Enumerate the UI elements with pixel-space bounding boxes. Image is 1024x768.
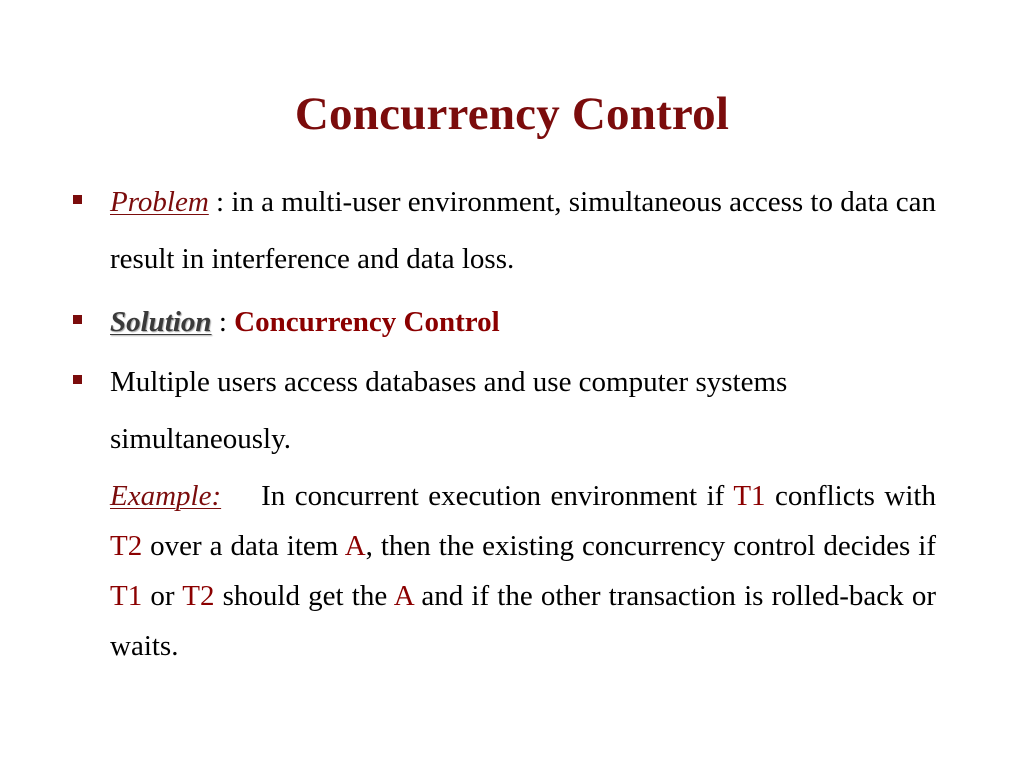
example-part3: over a data item: [142, 530, 345, 562]
example-part4: , then the existing concurrency control decides if: [365, 530, 936, 562]
example-t2: T2: [110, 530, 143, 562]
bullet-solution: [73, 294, 943, 351]
square-bullet-icon: [73, 174, 85, 231]
example-a-second: A: [393, 580, 414, 612]
example-t2-second: T2: [182, 580, 215, 612]
example-part7: and if the other transaction is rolled-back or waits.: [110, 580, 936, 662]
example-label: Example:: [110, 480, 222, 512]
example-paragraph: [110, 471, 936, 671]
multiple-users-text: Multiple users access databases and use computer systems simultaneously.: [110, 366, 788, 455]
term-solution: Solution: [110, 306, 212, 338]
separator: :: [208, 186, 232, 218]
square-bullet-icon: [73, 294, 85, 351]
bullet-multiple-users: [73, 354, 943, 468]
example-part5: or: [142, 580, 183, 612]
example-t1-second: T1: [110, 580, 143, 612]
bullet-solution-text: [110, 294, 943, 351]
solution-description: Concurrency Control: [234, 306, 500, 338]
example-part1: In concurrent execution environment if: [261, 480, 734, 512]
separator: :: [211, 306, 235, 338]
square-bullet-icon: [73, 354, 85, 411]
problem-description: in a multi-user environment, simultaneous access to data can result in interference and data loss.: [110, 186, 937, 275]
example-part2: conflicts with: [765, 480, 936, 512]
slide-title: Concurrency Control: [294, 88, 730, 140]
example-a: A: [344, 530, 366, 562]
term-problem: Problem: [110, 186, 209, 218]
bullet-problem-text: [110, 174, 943, 288]
example-t1: T1: [733, 480, 766, 512]
bullet-problem: [73, 174, 943, 288]
example-part6: should get the: [214, 580, 394, 612]
